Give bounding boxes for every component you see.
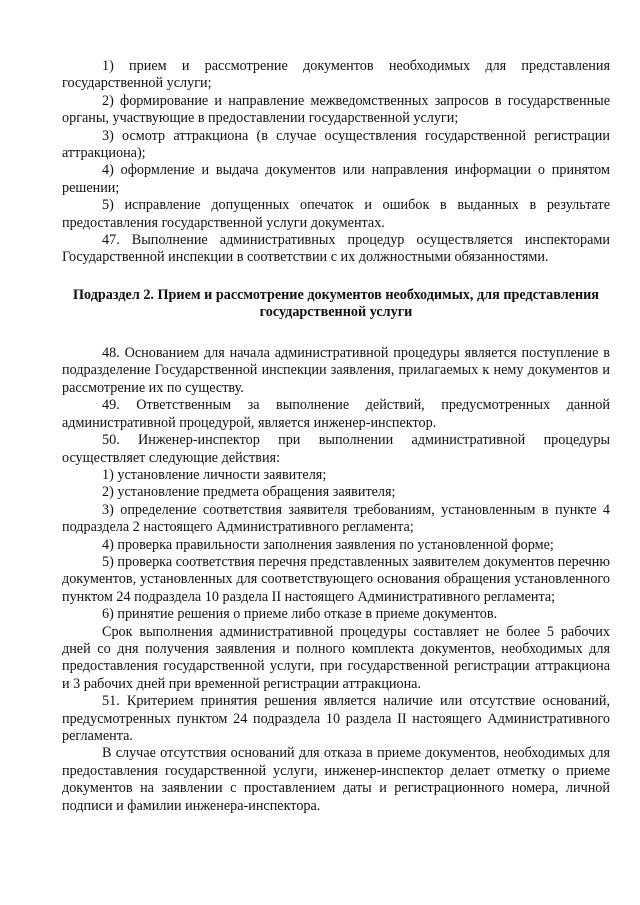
paragraph-no-refusal: В случае отсутствия оснований для отказа в приеме документов, необходимых для предоставления государственной услуги, инженер-инспектор делает отметку о приеме документов на заявлении с проставлением даты и регистрационного номера, личной подписи и фамилии инженера-инспектора. bbox=[62, 745, 610, 814]
document-page bbox=[62, 58, 610, 815]
section-heading: Подраздел 2. Прием и рассмотрение документов необходимых, для представления государственной услуги bbox=[73, 286, 599, 321]
action-item-compliance: 3) определение соответствия заявителя требованиям, установленным в пункте 4 подраздела 2 настоящего Административного регламента; bbox=[62, 501, 610, 536]
action-item-identity: 1) установление личности заявителя; bbox=[102, 466, 327, 483]
action-item-form-check: 4) проверка правильности заполнения заявления по установленной форме; bbox=[102, 536, 554, 553]
list-item-reception: 1) прием и рассмотрение документов необходимых для представления государственной услуги; bbox=[62, 58, 610, 92]
paragraph-51: 51. Критерием принятия решения является наличие или отсутствие оснований, предусмотренных пунктом 24 подраздела 10 раздела II настоящего Административного регламента. bbox=[62, 693, 610, 744]
paragraph-50: 50. Инженер-инспектор при выполнении административной процедуры осуществляет следующие действия: bbox=[62, 432, 610, 466]
action-item-subject: 2) установление предмета обращения заявителя; bbox=[102, 484, 396, 501]
paragraph-47: 47. Выполнение административных процедур осуществляется инспекторами Государственной инспекции в соответствии с их должностными обязанностями. bbox=[62, 232, 610, 266]
list-item-inspection: 3) осмотр аттракциона (в случае осуществления государственной регистрации аттракциона); bbox=[62, 127, 610, 162]
list-item-issuance: 4) оформление и выдача документов или направления информации о принятом решении; bbox=[62, 162, 610, 196]
list-item-interagency-requests: 2) формирование и направление межведомственных запросов в государственные органы, участвующие в предоставлении государственной услуги; bbox=[62, 92, 610, 127]
paragraph-48: 48. Основанием для начала административной процедуры является поступление в подразделение Государственной инспекции заявления, прилагаемых к нему документов и рассмотрение их по существу. bbox=[62, 345, 610, 396]
paragraph-49: 49. Ответственным за выполнение действий, предусмотренных данной административной процедурой, является инженер-инспектор. bbox=[62, 397, 610, 431]
paragraph-deadline: Срок выполнения административной процедуры составляет не более 5 рабочих дней со дня получения заявления и полного комплекта документов, необходимых для предоставления государственной услуги, при государственной регистрации аттракциона и 3 рабочих дней при временной регистрации аттракциона. bbox=[62, 623, 610, 692]
action-item-decision: 6) принятие решения о приеме либо отказе в приеме документов. bbox=[102, 606, 498, 623]
list-item-corrections: 5) исправление допущенных опечаток и ошибок в выданных в результате предоставления государственной услуги документах. bbox=[62, 197, 610, 231]
action-item-documents-check: 5) проверка соответствия перечня представленных заявителем документов перечню документов, установленных для соответствующего основания обращения установленного пунктом 24 подраздела 10 раздела II настоящего Административного регламента; bbox=[62, 553, 610, 605]
